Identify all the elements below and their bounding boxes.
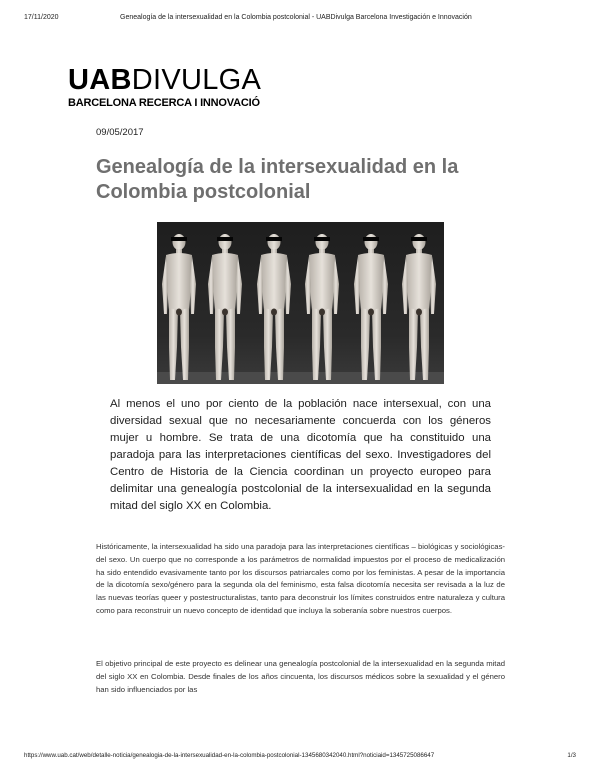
- print-header: [24, 14, 576, 21]
- article-paragraph: El objetivo principal de este proyecto es delinear una genealogía postcolonial de la intersexualidad en la segunda mitad del siglo XX en Colombia. Desde finales de los años cincuenta, los discursos médicos sobre la sexualidad y el género han sido influenciados por las: [96, 659, 505, 694]
- logo-wordmark: [68, 66, 261, 95]
- article-date: 09/05/2017: [96, 127, 144, 138]
- article-title: Genealogía de la intersexualidad en la Colombia postcolonial: [96, 156, 459, 203]
- print-footer: [24, 752, 576, 759]
- article-paragraph: Históricamente, la intersexualidad ha sido una paradoja para las interpretaciones científicas – biológicas y sociológicas- del sexo. Un cuerpo que no corresponde a los parámetros de normalidad impuestos por el proceso de medicalización ha sido entendido evasivamente tanto por los discursos patriarcales como por los feministas. A pesar de la importancia de la dicotomía sexo/género para la segunda ola del feminismo, esta falsa dicotomía necesita ser revisada a la luz de las nuevas teorías queer y postestructuralistas, tanto para deconstruir los límites construidos entre naturaleza y cultura como para reconstruir un nuevo concepto de identidad que incluya la soberanía sobre nuestros cuerpos.: [96, 542, 505, 615]
- historical-photo-figures: [157, 222, 444, 384]
- article-summary: Al menos el uno por ciento de la población nace intersexual, con una diversidad sexual que no necesariamente concuerda con los géneros mujer u hombre. Se trata de una dicotomía que ha constituido una paradoja para las interpretaciones científicas del sexo. Investigadores del Centro de Historia de la Ciencia coordinan un proyecto europeo para delimitar una genealogía postcolonial de la intersexualidad en la segunda mitad del siglo XX en Colombia.: [110, 398, 491, 512]
- print-page-title: Genealogía de la intersexualidad en la Colombia postcolonial - UABDivulga Barcelona Investigación e Innovación: [120, 14, 472, 21]
- logo-brand-light: DIVULGA: [131, 64, 262, 96]
- print-url[interactable]: https://www.uab.cat/web/detalle-noticia/genealogia-de-la-intersexualidad-en-la-colombia-postcolonial-1345680342040.html?noticiaid=1345725086647: [24, 752, 435, 759]
- article-photo: [157, 222, 444, 384]
- logo-tagline: BARCELONA RECERCA I INNOVACIÓ: [68, 97, 260, 109]
- site-logo[interactable]: [68, 66, 261, 109]
- page-number: 1/3: [567, 752, 576, 759]
- logo-brand-bold: UAB: [68, 64, 132, 96]
- print-date: 17/11/2020: [24, 14, 59, 21]
